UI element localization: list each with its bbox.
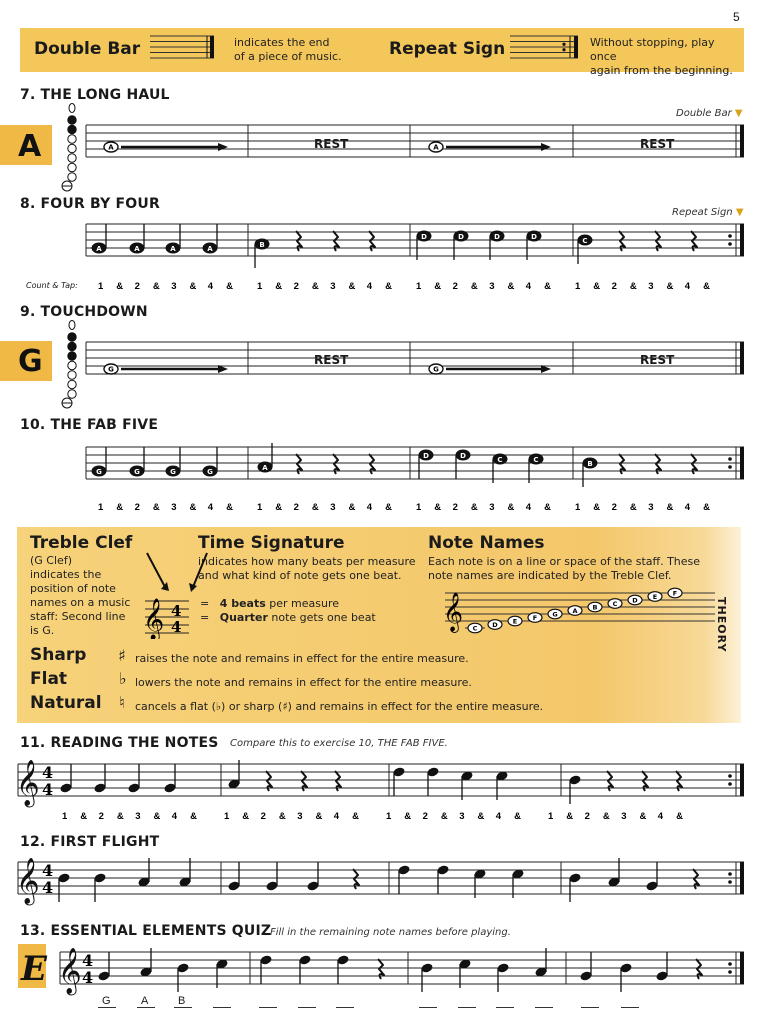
count-token: &: [440, 811, 448, 822]
repeat-dot: [562, 48, 565, 51]
count-token: 1: [62, 811, 68, 822]
treble-clef-icon: 𝄞: [443, 592, 464, 632]
count-token: 2: [134, 281, 140, 292]
count-token: &: [153, 811, 161, 822]
finger-hole: [68, 163, 76, 171]
count-token: 4: [171, 811, 178, 822]
note-name-label: D: [460, 452, 466, 460]
exercise-13-subtitle: Fill in the remaining note names before playing.: [270, 927, 511, 938]
double-bar-icon: [210, 36, 214, 58]
count-token: 4: [207, 502, 214, 513]
exercise-12-title: 12. FIRST FLIGHT: [20, 834, 160, 850]
note-name-label: A: [433, 143, 439, 152]
count-token: &: [544, 281, 551, 292]
count-token: 3: [459, 811, 465, 822]
finger-hole: [68, 361, 76, 369]
note-name-label: G: [134, 468, 140, 476]
count-token: 4: [657, 811, 664, 822]
count-token: 3: [135, 811, 141, 822]
count-token: &: [477, 811, 485, 822]
finger-hole: [68, 116, 76, 124]
note-name-label: D: [492, 621, 498, 629]
count-token: 3: [621, 811, 627, 822]
finger-hole: [68, 135, 76, 143]
count-token: 2: [293, 502, 299, 513]
count-token: 3: [648, 502, 654, 513]
double-bar: [740, 125, 744, 157]
count-token: 3: [330, 502, 336, 513]
count-token: &: [629, 502, 637, 513]
count-token: &: [152, 502, 160, 513]
repeat-dot: [728, 465, 732, 469]
note-name-label: D: [421, 233, 427, 241]
theory-side-tab: THEORY: [715, 597, 728, 653]
note-name-label: D: [531, 233, 537, 241]
count-token: 2: [611, 281, 617, 292]
count-token: &: [566, 811, 574, 822]
double-bar-description: indicates the end of a piece of music.: [234, 36, 342, 63]
repeat-sign-description: Without stopping, play once again from the beginning.: [590, 36, 733, 77]
finger-hole: [68, 333, 76, 341]
count-token: &: [593, 502, 601, 513]
arrow-head: [541, 143, 551, 151]
count-and-tap-label: Count & Tap:: [26, 281, 78, 290]
count-token: 4: [525, 502, 532, 513]
note-name-label: G: [108, 365, 114, 374]
count-token: &: [116, 811, 124, 822]
arrow-head: [218, 143, 228, 151]
repeat-dot: [728, 457, 732, 461]
count-token: 2: [584, 811, 590, 822]
count-token: &: [275, 502, 283, 513]
note-name-label: A: [134, 245, 140, 253]
time-signature-top: 4: [42, 861, 54, 880]
count-token: &: [703, 502, 710, 513]
repeat-dot: [728, 234, 732, 238]
count-token: &: [190, 811, 197, 822]
treble-clef-description: (G Clef) indicates the position of note names on a music staff: Second line is G.: [30, 554, 131, 637]
repeat-bar: [740, 952, 744, 984]
note-name-label: C: [533, 456, 539, 464]
count-token: &: [676, 811, 683, 822]
note-name-label: G: [433, 365, 439, 374]
sharp-description: raises the note and remains in effect for the entire measure.: [135, 652, 469, 665]
count-token: 2: [98, 811, 104, 822]
note-name-label: D: [423, 452, 429, 460]
note-name-label: C: [612, 600, 618, 608]
rest-label: REST: [314, 353, 349, 367]
count-token: &: [385, 502, 392, 513]
time-signature-bottom: 4: [82, 968, 94, 987]
finger-hole: [68, 154, 76, 162]
count-token: &: [434, 502, 442, 513]
repeat-dot: [728, 774, 732, 778]
exercise-11-title: 11. READING THE NOTES: [20, 735, 219, 751]
treble-clef-icon: 𝄞: [58, 948, 82, 994]
note-badge-a: A: [0, 125, 52, 165]
note-name-label: G: [170, 468, 176, 476]
essential-elements-logo-letter: E: [21, 949, 47, 989]
count-token: 1: [575, 281, 581, 292]
count-token: &: [348, 502, 356, 513]
note-name-label: C: [497, 456, 503, 464]
exercise-9-title: 9. TOUCHDOWN: [20, 304, 148, 320]
finger-hole: [68, 342, 76, 350]
count-token: &: [348, 281, 356, 292]
count-token: &: [311, 502, 319, 513]
note-name-label: A: [96, 245, 102, 253]
natural-description: cancels a flat (♭) or sharp (♯) and remains in effect for the entire measure.: [135, 700, 544, 713]
count-token: 2: [260, 811, 266, 822]
thumb-hole: [69, 104, 75, 113]
count-token: &: [507, 281, 515, 292]
count-token: &: [275, 281, 283, 292]
repeat-bar: [740, 224, 744, 256]
note-name-label: G: [96, 468, 102, 476]
answer-1: G: [102, 995, 111, 1007]
note-name-label: A: [108, 143, 114, 152]
count-token: &: [470, 281, 478, 292]
count-token: 2: [293, 281, 299, 292]
note-name-label: D: [632, 596, 638, 605]
note-name-label: B: [259, 241, 265, 249]
note-name-label: G: [207, 468, 213, 476]
time-signature-top: 4: [82, 951, 94, 970]
finger-hole: [68, 173, 76, 181]
note-name-label: B: [592, 603, 598, 612]
note-names-term: Note Names: [428, 533, 545, 553]
count-token: &: [352, 811, 359, 822]
double-bar-term: Double Bar: [34, 39, 141, 59]
count-token: 1: [416, 502, 422, 513]
count-token: 1: [575, 502, 581, 513]
count-token: 2: [452, 281, 458, 292]
count-token: 3: [489, 281, 495, 292]
count-token: &: [226, 281, 233, 292]
count-token: &: [602, 811, 610, 822]
count-token: 3: [171, 502, 177, 513]
note-name-label: D: [494, 233, 500, 241]
repeat-dot: [728, 242, 732, 246]
count-token: 1: [386, 811, 392, 822]
answer-3: B: [178, 995, 186, 1007]
repeat-bar: [740, 862, 744, 894]
count-token: &: [189, 502, 197, 513]
count-token: &: [404, 811, 412, 822]
sharp-icon: ♯: [118, 646, 126, 665]
count-token: &: [629, 281, 637, 292]
note-name-label: C: [582, 237, 588, 245]
page-number: 5: [733, 10, 740, 24]
count-token: 4: [525, 281, 532, 292]
answer-2: A: [141, 995, 149, 1007]
time-signature-term: Time Signature: [198, 533, 345, 553]
exercise-13-title: 13. ESSENTIAL ELEMENTS QUIZ: [20, 923, 272, 939]
count-token: 3: [171, 281, 177, 292]
natural-term: Natural: [30, 693, 102, 713]
repeat-sign-marker: Repeat Sign ▼: [672, 207, 744, 218]
time-signature-bottom: 4: [42, 780, 54, 799]
count-token: 1: [98, 502, 104, 513]
count-token: 2: [134, 502, 140, 513]
time-signature-bottom: 4: [42, 878, 54, 897]
count-token: &: [80, 811, 88, 822]
count-token: &: [242, 811, 250, 822]
count-token: &: [703, 281, 710, 292]
flat-description: lowers the note and remains in effect for the entire measure.: [135, 676, 472, 689]
count-token: 1: [548, 811, 554, 822]
count-token: 4: [495, 811, 502, 822]
double-bar: [740, 342, 744, 374]
count-token: &: [315, 811, 323, 822]
count-token: &: [385, 281, 392, 292]
note-name-label: A: [262, 464, 268, 472]
count-token: 1: [98, 281, 104, 292]
svg-text:4: 4: [171, 602, 182, 620]
count-token: &: [226, 502, 233, 513]
repeat-sign-term: Repeat Sign: [389, 39, 506, 59]
thumb-hole: [69, 321, 75, 330]
count-token: 4: [366, 502, 373, 513]
count-token: &: [666, 502, 674, 513]
note-badge-g: G: [0, 341, 52, 381]
count-token: 4: [684, 502, 691, 513]
count-token: 1: [416, 281, 422, 292]
sharp-term: Sharp: [30, 645, 87, 665]
count-token: &: [434, 281, 442, 292]
note-name-label: A: [572, 607, 578, 615]
note-name-label: F: [672, 589, 678, 598]
note-name-label: F: [532, 614, 538, 622]
note-names-description: Each note is on a line or space of the staff. These note names are indicated by the Treble Clef.: [428, 555, 701, 582]
count-token: &: [278, 811, 286, 822]
rest-label: REST: [640, 353, 675, 367]
count-token: 1: [257, 502, 263, 513]
repeat-dot: [562, 43, 565, 46]
exercise-11-subtitle: Compare this to exercise 10, THE FAB FIVE.: [230, 738, 448, 749]
repeat-dot: [728, 872, 732, 876]
repeat-sign-icon: [574, 36, 578, 58]
note-name-label: A: [170, 245, 176, 253]
treble-clef-term: Treble Clef: [30, 533, 133, 553]
count-token: 2: [452, 502, 458, 513]
note-name-label: G: [552, 610, 558, 619]
count-token: 4: [207, 281, 214, 292]
treble-clef-icon: 𝄞: [16, 858, 40, 904]
count-token: 3: [330, 281, 336, 292]
double-bar-marker: Double Bar ▼: [676, 108, 743, 119]
flat-icon: ♭: [119, 669, 127, 688]
count-token: &: [507, 502, 515, 513]
count-token: &: [593, 281, 601, 292]
repeat-dot: [728, 970, 732, 974]
natural-icon: ♮: [119, 693, 125, 712]
rest-label: REST: [640, 137, 675, 151]
count-token: 4: [684, 281, 691, 292]
count-token: &: [152, 281, 160, 292]
time-signature-top: 4: [42, 763, 54, 782]
count-token: &: [470, 502, 478, 513]
count-token: 4: [366, 281, 373, 292]
repeat-dot: [728, 962, 732, 966]
rest-label: REST: [314, 137, 349, 151]
finger-hole: [68, 125, 76, 133]
count-token: &: [189, 281, 197, 292]
count-token: 2: [611, 502, 617, 513]
note-name-label: B: [587, 460, 593, 468]
count-token: 3: [648, 281, 654, 292]
count-token: 2: [422, 811, 428, 822]
repeat-bar: [740, 764, 744, 796]
count-token: 1: [257, 281, 263, 292]
note-name-label: D: [458, 233, 464, 241]
svg-text:𝄞: 𝄞: [143, 599, 165, 639]
count-token: &: [311, 281, 319, 292]
note-name-label: E: [652, 593, 658, 601]
finger-hole: [68, 390, 76, 398]
count-token: 3: [297, 811, 303, 822]
count-token: 4: [333, 811, 340, 822]
count-token: &: [666, 281, 674, 292]
time-signature-description: indicates how many beats per measure and what kind of note gets one beat.: [198, 555, 416, 582]
flat-term: Flat: [30, 669, 68, 689]
svg-text:4: 4: [171, 618, 182, 636]
count-token: 3: [489, 502, 495, 513]
note-name-label: E: [512, 617, 518, 626]
finger-hole: [68, 380, 76, 388]
count-token: &: [639, 811, 647, 822]
exercise-7-title: 7. THE LONG HAUL: [20, 87, 170, 103]
note-name-label: C: [472, 624, 478, 633]
theory-box: Treble Clef (G Clef) indicates the position of note names on a music staff: Second line is G. Time Signature indicates how many beats per measure and what kind of note gets one beat. 𝄞 4 4 = 4 beats per measure = Quarter note gets one beat Note Names Each note is on a line or space of the staff. These note names are indicated by the Treble Clef. 𝄞 C D E F G A B C D E F THEORY Sharp ♯ raises the note and remains in effect for the entire measure. Flat ♭ lowers the note and remains in effect for the entire measure. Natural ♮ cancels a flat (♭) or sharp (♯) and remains in effect for the entire measure.: [17, 527, 741, 723]
count-token: &: [116, 502, 124, 513]
exercise-8-title: 8. FOUR BY FOUR: [20, 196, 160, 212]
finger-hole: [68, 144, 76, 152]
note-name-label: A: [207, 245, 213, 253]
repeat-dot: [728, 782, 732, 786]
count-token: &: [514, 811, 521, 822]
finger-hole: [68, 371, 76, 379]
count-token: &: [116, 281, 124, 292]
count-token: &: [544, 502, 551, 513]
exercise-10-title: 10. THE FAB FIVE: [20, 417, 159, 433]
repeat-bar: [740, 447, 744, 479]
finger-hole: [68, 352, 76, 360]
treble-clef-icon: 𝄞: [16, 760, 40, 806]
repeat-dot: [728, 880, 732, 884]
count-token: 1: [224, 811, 230, 822]
